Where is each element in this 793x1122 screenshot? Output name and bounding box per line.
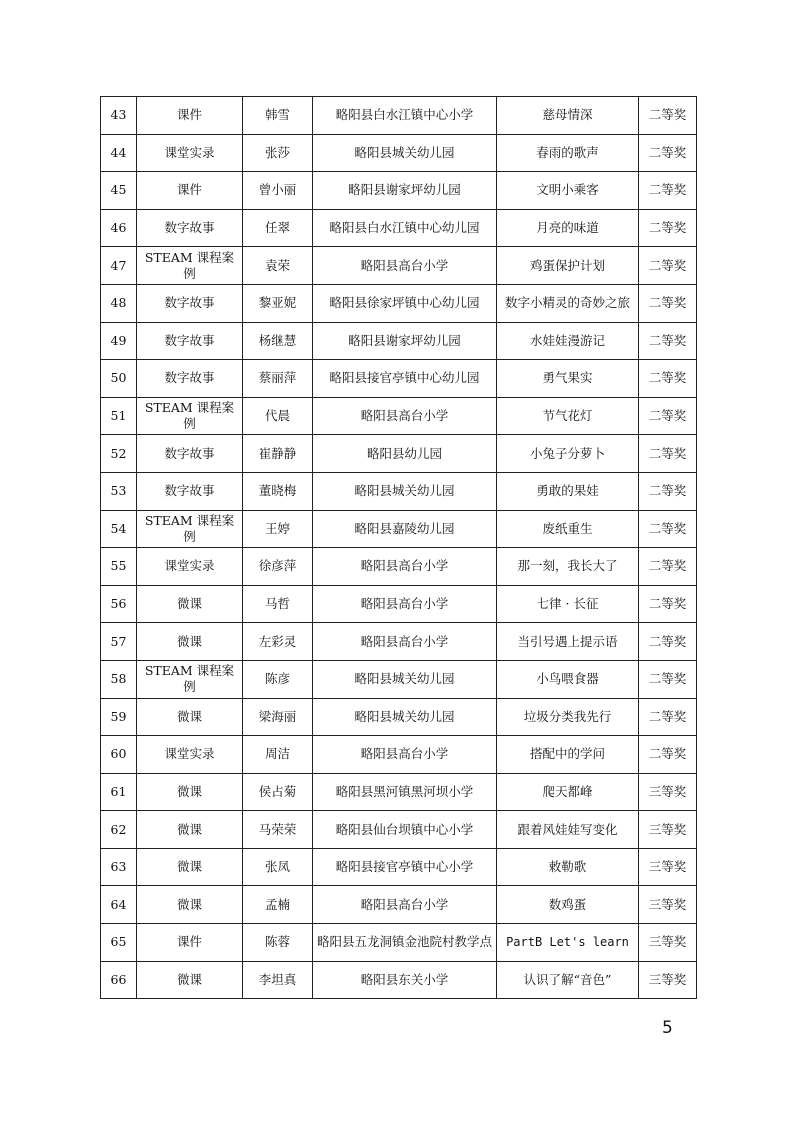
work-title-cell: 垃圾分类我先行 xyxy=(497,698,639,736)
category-cell: 微课 xyxy=(137,698,243,736)
school-cell: 略阳县高台小学 xyxy=(313,585,497,623)
category-cell: 课件 xyxy=(137,924,243,962)
row-number-cell: 62 xyxy=(101,811,137,849)
table-row xyxy=(101,322,697,360)
row-number-cell: 56 xyxy=(101,585,137,623)
award-cell: 二等奖 xyxy=(639,284,697,322)
work-title-cell: 月亮的味道 xyxy=(497,209,639,247)
school-cell: 略阳县高台小学 xyxy=(313,623,497,661)
school-cell: 略阳县高台小学 xyxy=(313,247,497,285)
category-cell: 微课 xyxy=(137,886,243,924)
row-number-cell: 45 xyxy=(101,172,137,210)
work-title-cell: 数鸡蛋 xyxy=(497,886,639,924)
table-row xyxy=(101,134,697,172)
work-title-cell: 鸡蛋保护计划 xyxy=(497,247,639,285)
row-number-cell: 53 xyxy=(101,472,137,510)
work-title-cell: 搭配中的学问 xyxy=(497,736,639,774)
category-cell: 微课 xyxy=(137,961,243,999)
row-number-cell: 60 xyxy=(101,736,137,774)
work-title-cell: 节气花灯 xyxy=(497,397,639,435)
category-cell: 数字故事 xyxy=(137,435,243,473)
table-row xyxy=(101,172,697,210)
author-cell: 任翠 xyxy=(243,209,313,247)
table-row xyxy=(101,247,697,285)
author-cell: 张莎 xyxy=(243,134,313,172)
table-row xyxy=(101,961,697,999)
table-row xyxy=(101,360,697,398)
table-row xyxy=(101,736,697,774)
award-table xyxy=(100,96,697,999)
award-cell: 二等奖 xyxy=(639,97,697,135)
work-title-cell: 跟着风娃娃写变化 xyxy=(497,811,639,849)
table-row xyxy=(101,660,697,698)
award-cell: 二等奖 xyxy=(639,247,697,285)
school-cell: 略阳县幼儿园 xyxy=(313,435,497,473)
row-number-cell: 63 xyxy=(101,848,137,886)
school-cell: 略阳县高台小学 xyxy=(313,397,497,435)
school-cell: 略阳县高台小学 xyxy=(313,886,497,924)
work-title-cell: 勇气果实 xyxy=(497,360,639,398)
award-cell: 二等奖 xyxy=(639,360,697,398)
award-cell: 二等奖 xyxy=(639,172,697,210)
table-row xyxy=(101,435,697,473)
author-cell: 陈彦 xyxy=(243,660,313,698)
category-cell: 微课 xyxy=(137,811,243,849)
table-row xyxy=(101,548,697,586)
category-cell: 微课 xyxy=(137,623,243,661)
table-row xyxy=(101,284,697,322)
category-cell: 数字故事 xyxy=(137,472,243,510)
author-cell: 崔静静 xyxy=(243,435,313,473)
table-row xyxy=(101,472,697,510)
row-number-cell: 48 xyxy=(101,284,137,322)
award-cell: 二等奖 xyxy=(639,623,697,661)
category-cell: STEAM 课程案例 xyxy=(137,510,243,548)
author-cell: 周洁 xyxy=(243,736,313,774)
award-cell: 二等奖 xyxy=(639,660,697,698)
school-cell: 略阳县白水江镇中心小学 xyxy=(313,97,497,135)
work-title-cell: PartB Let's learn xyxy=(497,924,639,962)
row-number-cell: 44 xyxy=(101,134,137,172)
award-cell: 二等奖 xyxy=(639,397,697,435)
school-cell: 略阳县仙台坝镇中心小学 xyxy=(313,811,497,849)
author-cell: 侯占菊 xyxy=(243,773,313,811)
row-number-cell: 47 xyxy=(101,247,137,285)
school-cell: 略阳县接官亭镇中心小学 xyxy=(313,848,497,886)
author-cell: 董晓梅 xyxy=(243,472,313,510)
category-cell: 微课 xyxy=(137,773,243,811)
author-cell: 梁海丽 xyxy=(243,698,313,736)
table-row xyxy=(101,886,697,924)
row-number-cell: 58 xyxy=(101,660,137,698)
award-cell: 二等奖 xyxy=(639,435,697,473)
category-cell: 数字故事 xyxy=(137,284,243,322)
award-cell: 二等奖 xyxy=(639,510,697,548)
author-cell: 王婷 xyxy=(243,510,313,548)
table-row xyxy=(101,698,697,736)
award-table-body xyxy=(101,97,697,999)
school-cell: 略阳县接官亭镇中心幼儿园 xyxy=(313,360,497,398)
row-number-cell: 54 xyxy=(101,510,137,548)
row-number-cell: 55 xyxy=(101,548,137,586)
table-row xyxy=(101,397,697,435)
school-cell: 略阳县白水江镇中心幼儿园 xyxy=(313,209,497,247)
row-number-cell: 49 xyxy=(101,322,137,360)
school-cell: 略阳县东关小学 xyxy=(313,961,497,999)
category-cell: 课件 xyxy=(137,172,243,210)
category-cell: 课堂实录 xyxy=(137,134,243,172)
work-title-cell: 水娃娃漫游记 xyxy=(497,322,639,360)
category-cell: 课堂实录 xyxy=(137,736,243,774)
award-cell: 二等奖 xyxy=(639,209,697,247)
author-cell: 李坦真 xyxy=(243,961,313,999)
row-number-cell: 65 xyxy=(101,924,137,962)
award-cell: 三等奖 xyxy=(639,773,697,811)
row-number-cell: 61 xyxy=(101,773,137,811)
table-row xyxy=(101,585,697,623)
school-cell: 略阳县城关幼儿园 xyxy=(313,698,497,736)
work-title-cell: 小鸟喂食器 xyxy=(497,660,639,698)
work-title-cell: 勇敢的果娃 xyxy=(497,472,639,510)
award-cell: 三等奖 xyxy=(639,961,697,999)
work-title-cell: 慈母情深 xyxy=(497,97,639,135)
author-cell: 黎亚妮 xyxy=(243,284,313,322)
award-cell: 三等奖 xyxy=(639,848,697,886)
category-cell: 微课 xyxy=(137,848,243,886)
author-cell: 张凤 xyxy=(243,848,313,886)
school-cell: 略阳县谢家坪幼儿园 xyxy=(313,172,497,210)
award-cell: 二等奖 xyxy=(639,472,697,510)
work-title-cell: 文明小乘客 xyxy=(497,172,639,210)
category-cell: STEAM 课程案例 xyxy=(137,660,243,698)
work-title-cell: 当引号遇上提示语 xyxy=(497,623,639,661)
author-cell: 袁荣 xyxy=(243,247,313,285)
table-row xyxy=(101,209,697,247)
school-cell: 略阳县城关幼儿园 xyxy=(313,134,497,172)
row-number-cell: 52 xyxy=(101,435,137,473)
table-row xyxy=(101,848,697,886)
row-number-cell: 64 xyxy=(101,886,137,924)
table-row xyxy=(101,97,697,135)
table-row xyxy=(101,623,697,661)
work-title-cell: 那一刻，我长大了 xyxy=(497,548,639,586)
work-title-cell: 小兔子分萝卜 xyxy=(497,435,639,473)
author-cell: 杨继慧 xyxy=(243,322,313,360)
table-row xyxy=(101,924,697,962)
school-cell: 略阳县高台小学 xyxy=(313,548,497,586)
row-number-cell: 51 xyxy=(101,397,137,435)
work-title-cell: 七律 · 长征 xyxy=(497,585,639,623)
award-cell: 三等奖 xyxy=(639,811,697,849)
category-cell: STEAM 课程案例 xyxy=(137,247,243,285)
award-cell: 二等奖 xyxy=(639,322,697,360)
award-cell: 二等奖 xyxy=(639,585,697,623)
author-cell: 蔡丽萍 xyxy=(243,360,313,398)
author-cell: 徐彦萍 xyxy=(243,548,313,586)
work-title-cell: 敕勒歌 xyxy=(497,848,639,886)
category-cell: 课件 xyxy=(137,97,243,135)
table-row xyxy=(101,811,697,849)
award-cell: 二等奖 xyxy=(639,134,697,172)
work-title-cell: 废纸重生 xyxy=(497,510,639,548)
work-title-cell: 认识了解“音色” xyxy=(497,961,639,999)
row-number-cell: 57 xyxy=(101,623,137,661)
category-cell: STEAM 课程案例 xyxy=(137,397,243,435)
row-number-cell: 43 xyxy=(101,97,137,135)
category-cell: 数字故事 xyxy=(137,360,243,398)
author-cell: 马哲 xyxy=(243,585,313,623)
school-cell: 略阳县城关幼儿园 xyxy=(313,660,497,698)
author-cell: 左彩灵 xyxy=(243,623,313,661)
category-cell: 微课 xyxy=(137,585,243,623)
author-cell: 曾小丽 xyxy=(243,172,313,210)
award-cell: 二等奖 xyxy=(639,736,697,774)
table-row xyxy=(101,510,697,548)
award-cell: 二等奖 xyxy=(639,548,697,586)
author-cell: 陈蓉 xyxy=(243,924,313,962)
school-cell: 略阳县城关幼儿园 xyxy=(313,472,497,510)
award-cell: 三等奖 xyxy=(639,886,697,924)
work-title-cell: 爬天都峰 xyxy=(497,773,639,811)
row-number-cell: 50 xyxy=(101,360,137,398)
school-cell: 略阳县徐家坪镇中心幼儿园 xyxy=(313,284,497,322)
work-title-cell: 春雨的歌声 xyxy=(497,134,639,172)
category-cell: 数字故事 xyxy=(137,322,243,360)
row-number-cell: 66 xyxy=(101,961,137,999)
page-number: 5 xyxy=(662,1018,673,1038)
school-cell: 略阳县嘉陵幼儿园 xyxy=(313,510,497,548)
row-number-cell: 46 xyxy=(101,209,137,247)
author-cell: 代晨 xyxy=(243,397,313,435)
author-cell: 孟楠 xyxy=(243,886,313,924)
table-row xyxy=(101,773,697,811)
award-cell: 三等奖 xyxy=(639,924,697,962)
category-cell: 课堂实录 xyxy=(137,548,243,586)
author-cell: 马荣荣 xyxy=(243,811,313,849)
award-cell: 二等奖 xyxy=(639,698,697,736)
author-cell: 韩雪 xyxy=(243,97,313,135)
work-title-cell: 数字小精灵的奇妙之旅 xyxy=(497,284,639,322)
school-cell: 略阳县高台小学 xyxy=(313,736,497,774)
school-cell: 略阳县五龙洞镇金池院村教学点 xyxy=(313,924,497,962)
school-cell: 略阳县谢家坪幼儿园 xyxy=(313,322,497,360)
category-cell: 数字故事 xyxy=(137,209,243,247)
row-number-cell: 59 xyxy=(101,698,137,736)
school-cell: 略阳县黑河镇黑河坝小学 xyxy=(313,773,497,811)
